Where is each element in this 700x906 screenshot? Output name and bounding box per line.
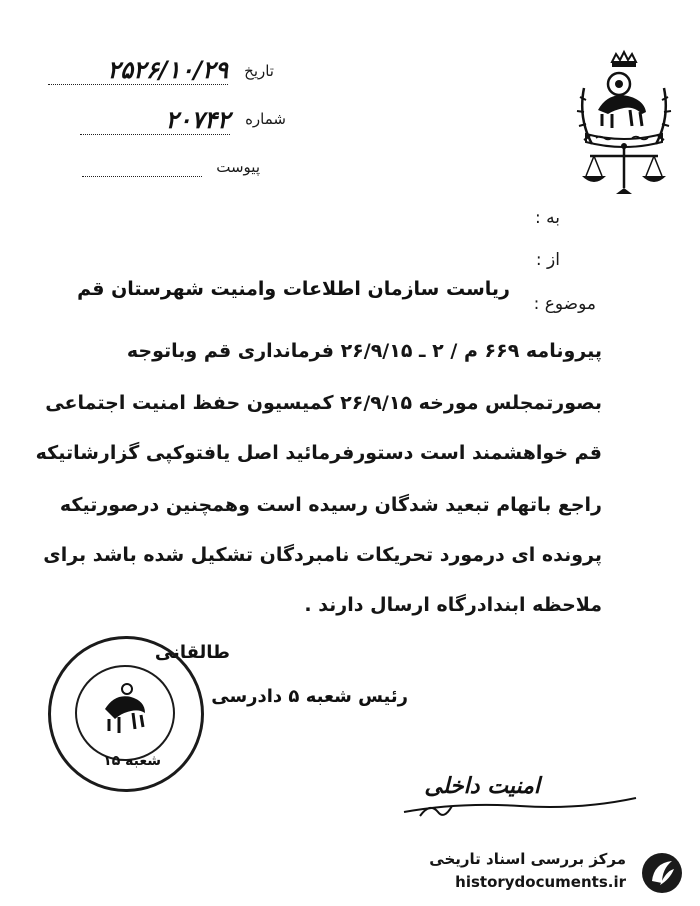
official-stamp — [48, 636, 204, 792]
stamp-bottom-text: شعبه ۱۵ — [103, 753, 161, 769]
watermark-logo-icon — [640, 851, 684, 895]
attachment-dotted-line — [82, 176, 202, 177]
date-value: ۲۵۲۶/۱۰/۲۹ — [48, 56, 228, 85]
body-line-2: بصورتمجلس مورخه ۲۶/۹/۱۵ کمیسیون حفظ امنیت اجتماعی — [45, 392, 602, 414]
signatory-name: طالقانی — [154, 642, 230, 663]
stamp-emblem-icon — [91, 679, 157, 745]
number-label: شماره — [245, 110, 286, 128]
signatory-title: رئیس شعبه ۵ دادرسی — [211, 686, 408, 707]
watermark-panel — [410, 848, 692, 898]
signature-flourish — [400, 792, 640, 822]
body-line-5: پرونده ای درمورد تحریکات نامبردگان تشکیل شده باشد برای — [43, 544, 602, 566]
subject-label: موضوع : — [533, 294, 596, 314]
handwritten-note: امنیت داخلی — [424, 774, 540, 799]
attachment-label: پیوست — [216, 158, 260, 176]
body-line-3: قم خواهشمند است دستورفرمائید اصل یافتوکپی گزارشاتیکه — [35, 442, 602, 464]
date-label: تاریخ — [244, 62, 274, 80]
to-label: به : — [535, 208, 560, 228]
from-label: از : — [535, 250, 560, 270]
body-line-4: راجع باتهام تبعید شدگان رسیده است وهمچنین درصورتیکه — [59, 494, 602, 516]
justice-emblem-logo — [572, 48, 676, 196]
subject-text: ریاست سازمان اطلاعات وامنیت شهرستان قم — [77, 278, 510, 300]
number-value: ۲۰۷۴۲ — [80, 106, 230, 135]
body-line-6: ملاحظه ابندادرگاه ارسال دارند . — [304, 594, 602, 616]
body-line-1: پیرونامه ۶۶۹ م / ۲ ـ ۲۶/۹/۱۵ فرمانداری قم وباتوجه — [126, 340, 602, 362]
watermark-title: مرکز بررسی اسناد تاریخی — [429, 850, 626, 868]
watermark-url: historydocuments.ir — [455, 873, 626, 891]
